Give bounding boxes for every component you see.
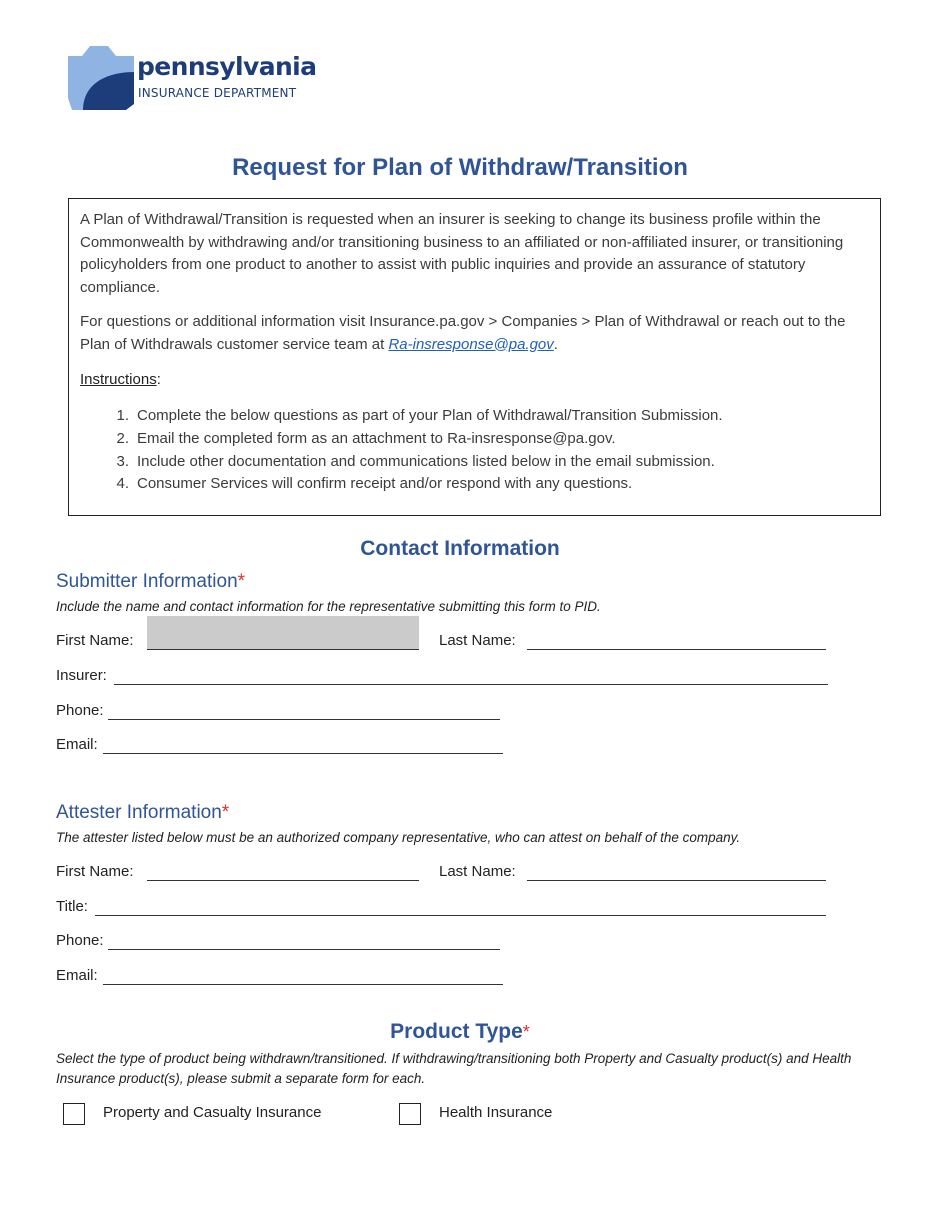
email-link[interactable]: Ra-insresponse@pa.gov (388, 335, 554, 353)
attester-title-label: Title: (56, 898, 88, 915)
attester-phone-label: Phone: (56, 932, 104, 949)
submitter-insurer-line (114, 684, 828, 685)
contact-paragraph (80, 311, 872, 356)
product-type-heading (0, 1018, 920, 1046)
submitter-insurer-input[interactable] (114, 664, 828, 684)
contact-text: For questions or additional information visit Insurance.pa.gov > Companies > Plan of Withdrawal or reach out to the Plan of Withdrawals customer service team at (80, 313, 846, 353)
submitter-phone-line (108, 719, 500, 720)
logo-wordmark: pennsylvania (137, 52, 317, 81)
attester-note: The attester listed below must be an authorized company representative, who can attest on behalf of the company. (56, 830, 741, 845)
attester-phone-line (108, 949, 500, 950)
logo-department: INSURANCE DEPARTMENT (138, 86, 297, 100)
attester-email-line (103, 984, 503, 985)
submitter-phone-input[interactable] (108, 699, 500, 719)
contact-period: . (553, 335, 558, 353)
step-text: Include other documentation and communications listed below in the email submission. (137, 453, 715, 470)
attester-first-name-line (147, 880, 419, 881)
submitter-last-name-line (527, 649, 826, 650)
instructions-colon: : (156, 371, 161, 388)
submitter-last-name-label: Last Name: (439, 632, 516, 649)
step-text: Complete the below questions as part of your Plan of Withdrawal/Transition Submission. (137, 407, 723, 424)
keystone-logo-icon (68, 44, 136, 112)
submitter-last-name-input[interactable] (527, 629, 826, 649)
property-casualty-checkbox[interactable] (63, 1103, 85, 1125)
attester-heading (56, 800, 229, 826)
attester-heading-text: Attester Information (56, 802, 222, 823)
attester-email-label: Email: (56, 967, 98, 984)
intro-paragraph: A Plan of Withdrawal/Transition is requested when an insurer is seeking to change its business profile within the Commonwealth by withdrawing and/or transitioning business to an affiliated or non-affiliated insurer, or transitioning policyholders from one product to another to assist with public inquiries and provide an assurance of statutory compliance. (80, 211, 844, 296)
product-type-note: Select the type of product being withdrawn/transitioned. If withdrawing/transitioning both Property and Casualty product(s) and Health Insurance product(s), please submit a separate form for each. (56, 1051, 852, 1086)
attester-last-name-label: Last Name: (439, 863, 516, 880)
product-type-heading-text: Product Type (390, 1020, 523, 1043)
attester-last-name-line (527, 880, 826, 881)
instructions-heading (80, 369, 161, 392)
submitter-email-label: Email: (56, 736, 98, 753)
step-number: 3. (116, 453, 129, 470)
required-marker: * (221, 802, 230, 823)
submitter-insurer-label: Insurer: (56, 667, 107, 684)
step-text: Email the completed form as an attachment to Ra-insresponse@pa.gov. (137, 430, 616, 447)
submitter-note: Include the name and contact information for the representative submitting this form to PID. (56, 599, 601, 614)
attester-first-name-label: First Name: (56, 863, 134, 880)
health-insurance-checkbox[interactable] (399, 1103, 421, 1125)
submitter-heading (56, 569, 245, 595)
submitter-email-line (103, 753, 503, 754)
step-number: 4. (116, 475, 129, 492)
submitter-heading-text: Submitter Information (56, 571, 238, 592)
intro-box (68, 198, 881, 516)
step-number: 1. (116, 407, 129, 424)
property-casualty-label: Property and Casualty Insurance (103, 1104, 322, 1121)
submitter-phone-label: Phone: (56, 702, 104, 719)
attester-phone-input[interactable] (108, 929, 500, 949)
attester-title-input[interactable] (95, 895, 826, 915)
instructions-label: Instructions (80, 371, 157, 388)
step-text: Consumer Services will confirm receipt and/or respond with any questions. (137, 475, 633, 492)
submitter-first-name-input[interactable] (147, 616, 419, 649)
contact-information-heading: Contact Information (360, 537, 560, 560)
pid-logo (68, 44, 328, 114)
submitter-first-name-label: First Name: (56, 632, 134, 649)
attester-first-name-input[interactable] (147, 860, 419, 880)
step-number: 2. (116, 430, 129, 447)
required-marker: * (237, 571, 246, 592)
attester-title-line (95, 915, 826, 916)
document-title: Request for Plan of Withdraw/Transition (232, 154, 688, 181)
attester-last-name-input[interactable] (527, 860, 826, 880)
health-insurance-label: Health Insurance (439, 1104, 553, 1121)
submitter-email-input[interactable] (103, 733, 503, 753)
attester-email-input[interactable] (103, 964, 503, 984)
required-marker: * (522, 1022, 530, 1042)
submitter-first-name-line (147, 649, 419, 650)
